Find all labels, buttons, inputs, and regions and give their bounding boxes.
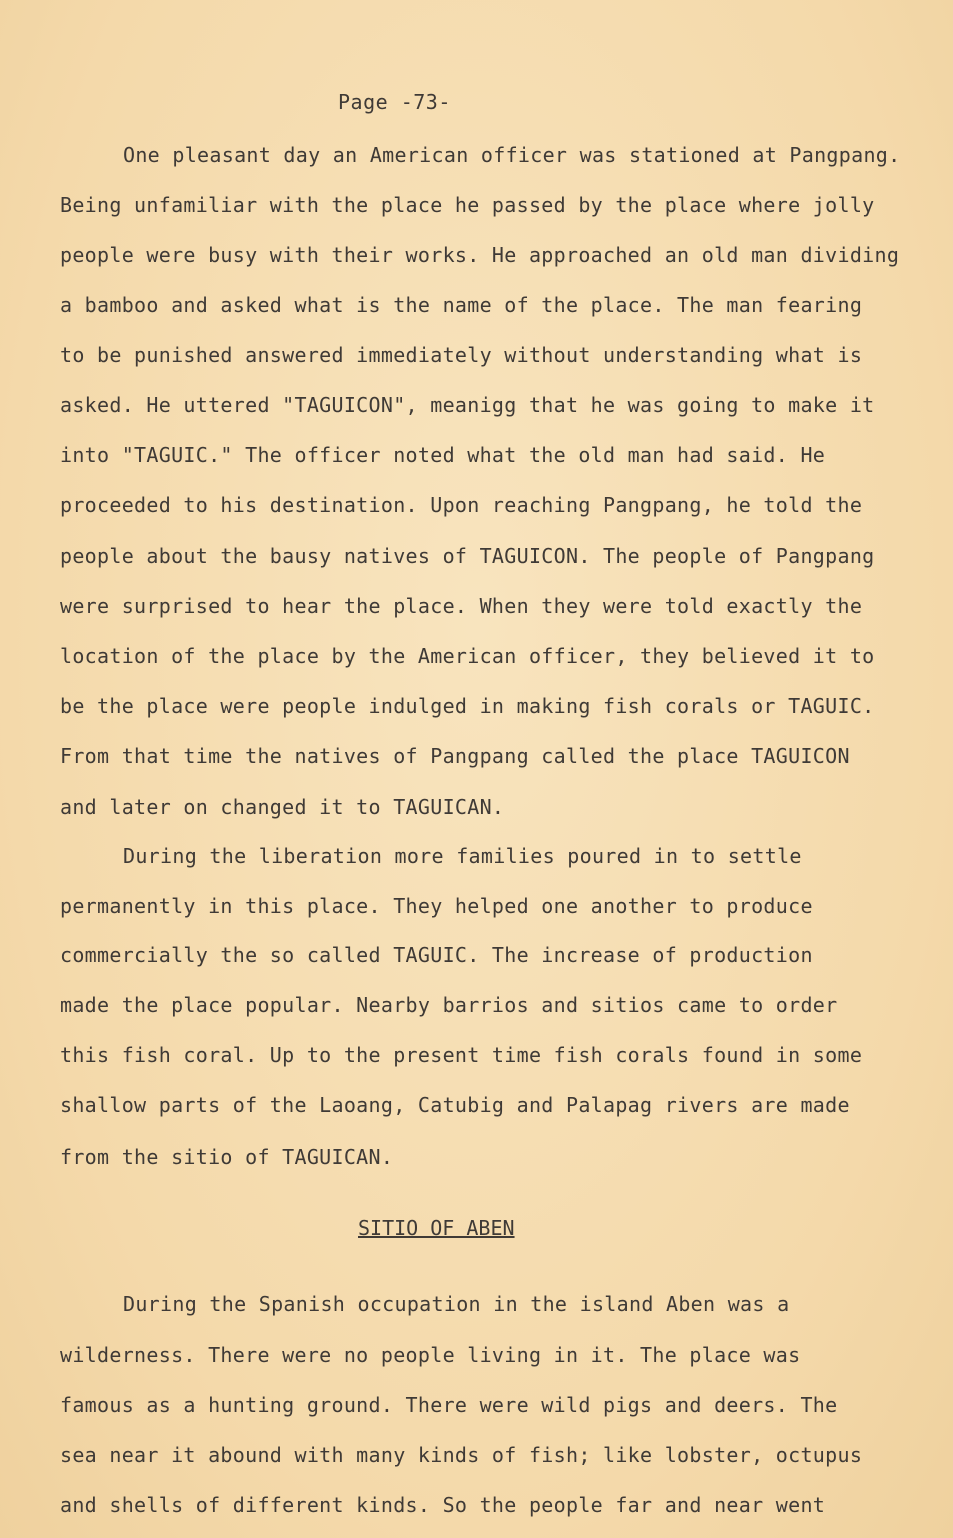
section3-line-4: sea near it abound with many kinds of fish; like lobster, octupus bbox=[60, 1443, 863, 1467]
section1-line-11: location of the place by the American officer, they believed it to bbox=[60, 644, 875, 668]
section3-line-1: During the Spanish occupation in the island Aben was a bbox=[123, 1292, 790, 1316]
section1-line-10: were surprised to hear the place. When they were told exactly the bbox=[60, 594, 863, 618]
section2-line-5: this fish coral. Up to the present time fish corals found in some bbox=[60, 1043, 863, 1067]
section2-line-3: commercially the so called TAGUIC. The increase of production bbox=[60, 943, 813, 967]
section1-line-4: a bamboo and asked what is the name of the place. The man fearing bbox=[60, 293, 863, 317]
section1-line-1: One pleasant day an American officer was stationed at Pangpang. bbox=[123, 143, 901, 167]
section2-line-2: permanently in this place. They helped one another to produce bbox=[60, 894, 813, 918]
section3-line-5: and shells of different kinds. So the people far and near went bbox=[60, 1493, 826, 1517]
page-number: Page -73- bbox=[338, 90, 451, 114]
section1-line-5: to be punished answered immediately without understanding what is bbox=[60, 343, 863, 367]
section1-line-3: people were busy with their works. He approached an old man dividing bbox=[60, 243, 900, 267]
section1-line-9: people about the bausy natives of TAGUICON. The people of Pangpang bbox=[60, 544, 875, 568]
section1-line-2: Being unfamiliar with the place he passed by the place where jolly bbox=[60, 193, 875, 217]
section3-line-2: wilderness. There were no people living in it. The place was bbox=[60, 1343, 801, 1367]
section1-line-13: From that time the natives of Pangpang called the place TAGUICON bbox=[60, 744, 850, 768]
section1-line-8: proceeded to his destination. Upon reaching Pangpang, he told the bbox=[60, 493, 863, 517]
section2-line-6: shallow parts of the Laoang, Catubig and Palapag rivers are made bbox=[60, 1093, 850, 1117]
section-heading: SITIO OF ABEN bbox=[358, 1216, 515, 1240]
section1-line-14: and later on changed it to TAGUICAN. bbox=[60, 795, 505, 819]
section1-line-12: be the place were people indulged in making fish corals or TAGUIC. bbox=[60, 694, 875, 718]
section1-line-7: into "TAGUIC." The officer noted what the old man had said. He bbox=[60, 443, 826, 467]
section2-line-7: from the sitio of TAGUICAN. bbox=[60, 1145, 394, 1169]
section1-line-6: asked. He uttered "TAGUICON", meanigg that he was going to make it bbox=[60, 393, 875, 417]
section3-line-3: famous as a hunting ground. There were wild pigs and deers. The bbox=[60, 1393, 838, 1417]
section2-line-4: made the place popular. Nearby barrios and sitios came to order bbox=[60, 993, 838, 1017]
section2-line-1: During the liberation more families poured in to settle bbox=[123, 844, 802, 868]
